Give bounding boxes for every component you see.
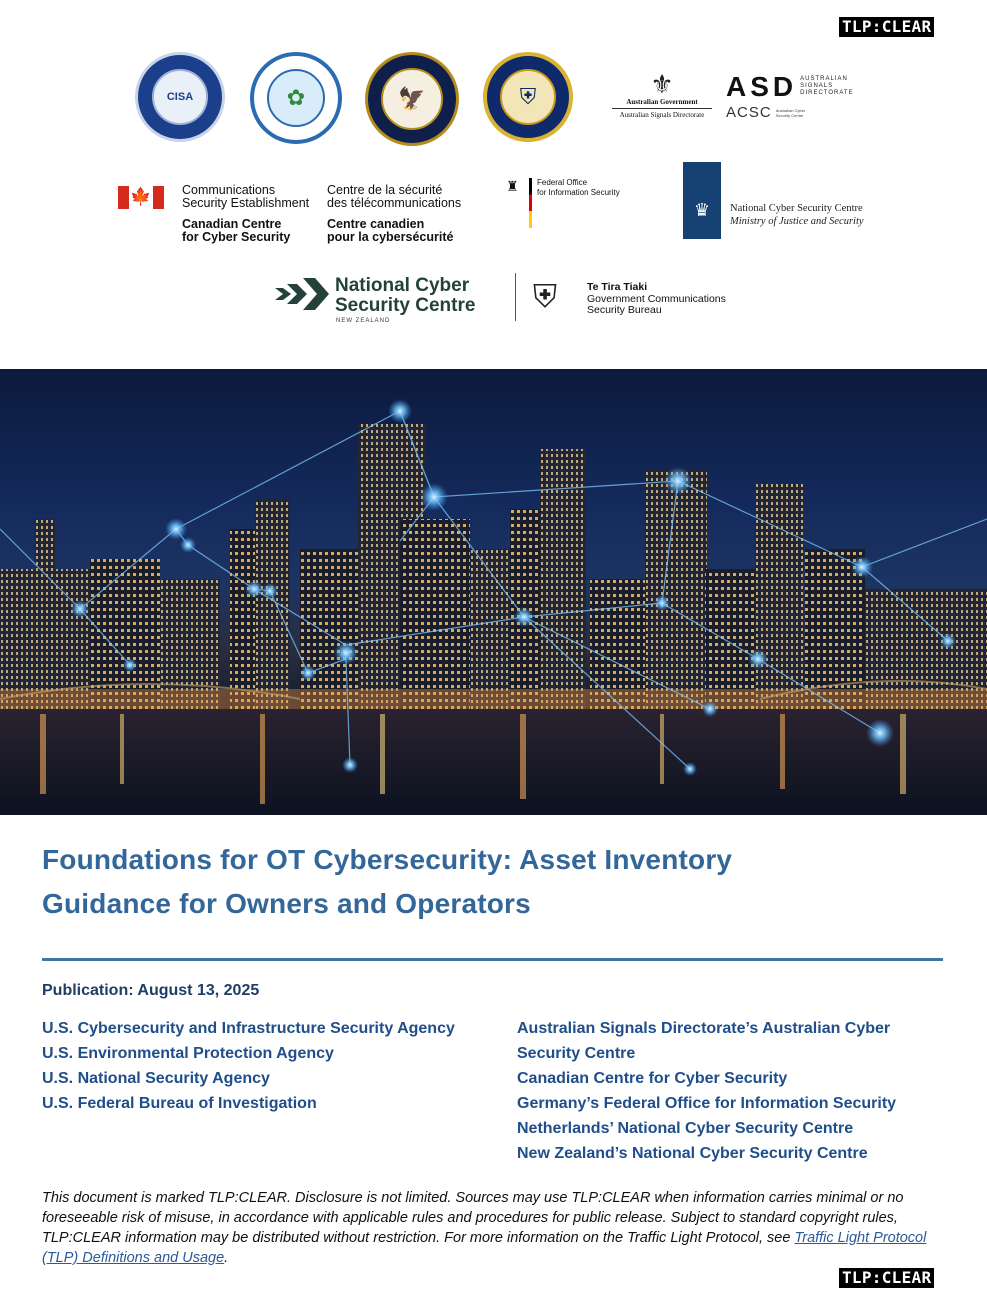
- nz-coat-of-arms-icon: ⛨: [533, 278, 558, 314]
- agency-item: U.S. Cybersecurity and Infrastructure Security Agency: [42, 1020, 455, 1037]
- australian-crest-icon: ⚜: [650, 69, 674, 99]
- cse-english: [182, 184, 309, 244]
- disclaimer-text: This document is marked TLP:CLEAR. Disclosure is not limited. Sources may use TLP:CLEAR when information carries minimal or no foreseeable risk of misuse, in accordance with applicable rules and procedures for public release. Subject to standard copyright rules, TLP:CLEAR information may be distributed without restriction. For more information on the Traffic Light Protocol, see: [42, 1190, 904, 1246]
- publication-date: Publication: August 13, 2025: [42, 982, 260, 999]
- shield-icon: ⛨: [519, 84, 537, 109]
- asd-logo: [726, 72, 866, 122]
- gcsb-line1: Te Tira Tiaki: [587, 281, 648, 293]
- flower-icon: ✿: [286, 85, 306, 110]
- tlp-disclaimer: [42, 1188, 945, 1268]
- eagle-icon: 🦅: [398, 86, 426, 111]
- cse-fr-line2: des télécommunications: [327, 196, 462, 210]
- title-divider: [42, 958, 943, 961]
- cse-en-line2: Security Establishment: [182, 196, 310, 210]
- cse-french: [327, 184, 461, 244]
- document-title: [42, 838, 942, 926]
- cse-fr-line1: Centre de la sécurité: [327, 183, 443, 197]
- fbi-seal-icon: [483, 52, 573, 142]
- cse-fr-bold1: Centre canadien: [327, 217, 425, 231]
- agency-item: New Zealand’s National Cyber Security Centre: [517, 1145, 868, 1162]
- tlp-clear-badge-top: TLP:CLEAR: [839, 17, 934, 37]
- gcsb-line2: Government Communications: [587, 292, 726, 305]
- dutch-crest-band: [683, 162, 721, 239]
- ncsc-nz-country: NEW ZEALAND: [336, 318, 391, 324]
- german-flag-bar: [529, 178, 532, 228]
- cse-en-line1: Communications: [182, 183, 276, 197]
- bsi-line2: for Information Security: [537, 188, 620, 197]
- acsc-mark: ACSC: [726, 104, 772, 122]
- nsa-seal-icon: [365, 52, 459, 146]
- agency-list-right: [517, 1016, 947, 1166]
- agency-item: Australian Signals Directorate’s Australian Cyber: [517, 1020, 891, 1037]
- acsc-subtitle: Australian Cyber Security Centre: [775, 107, 806, 118]
- agency-item: Netherlands’ National Cyber Security Centre: [517, 1120, 854, 1137]
- dutch-crest-icon: ♛: [693, 200, 711, 220]
- agency-item: U.S. Environmental Protection Agency: [42, 1045, 334, 1062]
- agency-item: Canadian Centre for Cyber Security: [517, 1070, 788, 1087]
- asd-subtitle: AUSTRALIAN SIGNALS DIRECTORATE: [800, 76, 854, 96]
- ncsc-nz-line1: National Cyber: [335, 275, 470, 296]
- tlp-definitions-link[interactable]: Traffic Light Protocol (TLP) Definitions and Usage: [42, 1230, 927, 1266]
- bsi-line1: Federal Office: [537, 178, 588, 187]
- document-title-line1: Foundations for OT Cybersecurity: Asset Inventory: [42, 844, 733, 875]
- city-skyline-illustration: [0, 369, 987, 815]
- asd-mark: ASD: [726, 71, 798, 102]
- ncsc-nz-logo: [275, 270, 745, 330]
- bsi-logo: [502, 176, 642, 230]
- cse-en-bold1: Canadian Centre: [182, 217, 282, 231]
- ncsc-nl-line2: Ministry of Justice and Security: [730, 216, 864, 227]
- cse-logo: [118, 184, 478, 248]
- german-eagle-icon: ♜: [506, 178, 519, 194]
- cisa-seal-icon: [135, 52, 225, 142]
- epa-seal-icon: [250, 52, 342, 144]
- tlp-clear-badge-bottom: TLP:CLEAR: [839, 1268, 934, 1288]
- ncsc-nz-chevron-icon: [275, 274, 331, 314]
- agency-item: U.S. Federal Bureau of Investigation: [42, 1095, 317, 1112]
- hero-city-network-image: [0, 369, 987, 815]
- agency-item: Security Centre: [517, 1045, 636, 1062]
- ncsc-nl-logo: [683, 162, 883, 240]
- agency-item: U.S. National Security Agency: [42, 1070, 270, 1087]
- logo-divider: [515, 273, 516, 321]
- aus-gov-line2: Australian Signals Directorate: [619, 111, 705, 119]
- ncsc-nz-line2: Security Centre: [335, 295, 476, 316]
- gcsb-line3: Security Bureau: [587, 304, 662, 316]
- agency-item: Germany’s Federal Office for Information Security: [517, 1095, 897, 1112]
- canada-flag-icon: 🍁: [118, 186, 164, 209]
- cse-fr-bold2: pour la cybersécurité: [327, 230, 454, 244]
- cisa-abbr: CISA: [166, 91, 194, 103]
- disclaimer-end: .: [224, 1250, 229, 1266]
- aus-gov-line1: Australian Government: [612, 98, 712, 109]
- australian-government-logo: [612, 70, 712, 119]
- agency-list-left: [42, 1016, 502, 1116]
- cse-en-bold2: for Cyber Security: [182, 230, 291, 244]
- ncsc-nl-line1: National Cyber Security Centre: [730, 203, 863, 214]
- document-title-line2: Guidance for Owners and Operators: [42, 888, 531, 919]
